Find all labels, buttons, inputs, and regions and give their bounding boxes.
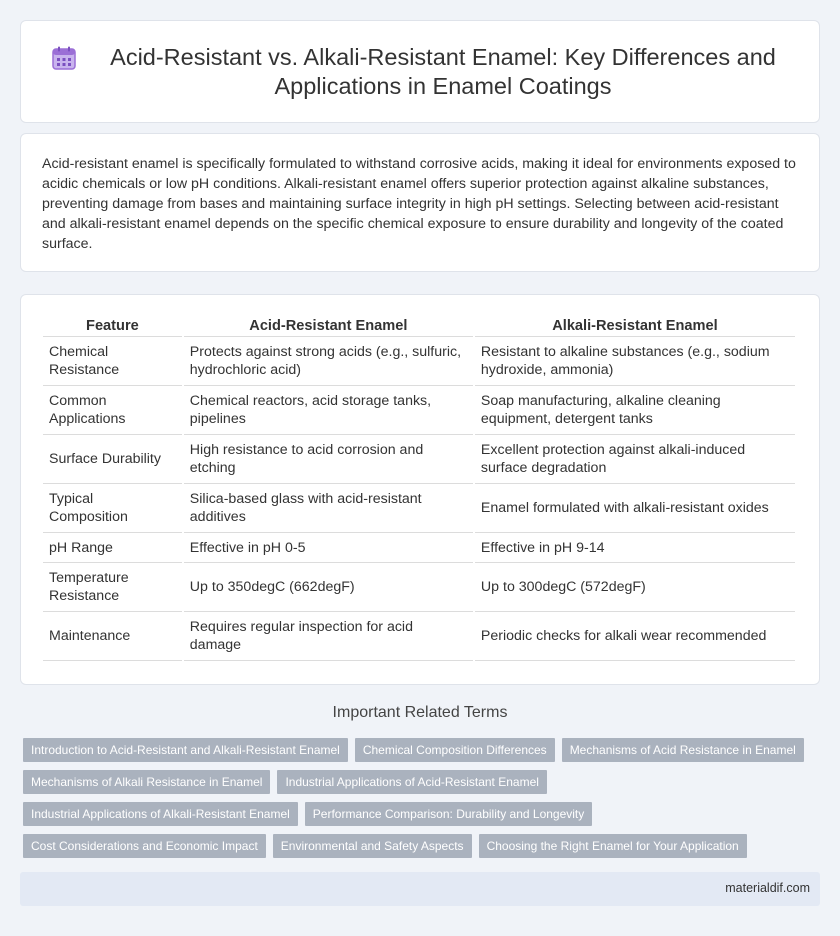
related-term-tag[interactable]: Cost Considerations and Economic Impact	[23, 834, 266, 858]
comparison-table-card	[20, 294, 820, 685]
related-term-tag[interactable]: Environmental and Safety Aspects	[273, 834, 472, 858]
related-term-tag[interactable]: Performance Comparison: Durability and Longevity	[305, 802, 592, 826]
row-alkali-value: Periodic checks for alkali wear recommended	[475, 612, 795, 661]
summary-card	[20, 133, 820, 272]
row-feature: Typical Composition	[43, 484, 182, 533]
row-feature: Chemical Resistance	[43, 337, 182, 386]
calendar-icon	[51, 45, 77, 71]
row-acid-value: High resistance to acid corrosion and etching	[184, 435, 473, 484]
row-acid-value: Silica-based glass with acid-resistant additives	[184, 484, 473, 533]
header-acid: Acid-Resistant Enamel	[184, 315, 473, 337]
table-row	[43, 563, 795, 612]
table-row	[43, 435, 795, 484]
table-row	[43, 533, 795, 563]
row-acid-value: Up to 350degC (662degF)	[184, 563, 473, 612]
row-alkali-value: Resistant to alkaline substances (e.g., sodium hydroxide, ammonia)	[475, 337, 795, 386]
table-row	[43, 386, 795, 435]
table-row	[43, 612, 795, 661]
related-term-tag[interactable]: Choosing the Right Enamel for Your Application	[479, 834, 747, 858]
row-acid-value: Protects against strong acids (e.g., sulfuric, hydrochloric acid)	[184, 337, 473, 386]
footer-site-link[interactable]: materialdif.com	[725, 881, 810, 895]
row-alkali-value: Excellent protection against alkali-induced surface degradation	[475, 435, 795, 484]
related-term-tag[interactable]: Chemical Composition Differences	[355, 738, 555, 762]
related-term-tag[interactable]: Industrial Applications of Acid-Resistant Enamel	[277, 770, 546, 794]
table-row	[43, 484, 795, 533]
related-term-tag[interactable]: Introduction to Acid-Resistant and Alkali-Resistant Enamel	[23, 738, 348, 762]
row-acid-value: Effective in pH 0-5	[184, 533, 473, 563]
row-feature: pH Range	[43, 533, 182, 563]
row-alkali-value: Effective in pH 9-14	[475, 533, 795, 563]
row-acid-value: Chemical reactors, acid storage tanks, pipelines	[184, 386, 473, 435]
row-feature: Maintenance	[43, 612, 182, 661]
related-term-tag[interactable]: Mechanisms of Alkali Resistance in Enamel	[23, 770, 270, 794]
comparison-table	[41, 315, 797, 661]
related-terms-title: Important Related Terms	[332, 704, 508, 721]
summary-text: Acid-resistant enamel is specifically formulated to withstand corrosive acids, making it ideal for environments exposed to acidic chemicals or low pH conditions. Alkali-resistant enamel offers superior protection against alkaline substances, preventing damage from bases and maintaining surface integrity in high pH settings. Selecting between acid-resistant and alkali-resistant enamel depends on the specific chemical exposure to ensure durability and longevity of the coated surface.	[42, 156, 796, 252]
page-title: Acid-Resistant vs. Alkali-Resistant Enamel: Key Differences and Applications in Enamel Coatings	[110, 43, 776, 99]
related-terms-list	[23, 738, 823, 866]
header-card	[20, 20, 820, 123]
row-alkali-value: Soap manufacturing, alkaline cleaning equipment, detergent tanks	[475, 386, 795, 435]
row-feature: Temperature Resistance	[43, 563, 182, 612]
row-alkali-value: Enamel formulated with alkali-resistant oxides	[475, 484, 795, 533]
row-feature: Common Applications	[43, 386, 182, 435]
header-alkali: Alkali-Resistant Enamel	[475, 315, 795, 337]
row-alkali-value: Up to 300degC (572degF)	[475, 563, 795, 612]
related-term-tag[interactable]: Industrial Applications of Alkali-Resistant Enamel	[23, 802, 298, 826]
related-term-tag[interactable]: Mechanisms of Acid Resistance in Enamel	[562, 738, 804, 762]
table-row	[43, 337, 795, 386]
footer	[20, 872, 820, 906]
row-acid-value: Requires regular inspection for acid damage	[184, 612, 473, 661]
header-feature: Feature	[43, 315, 182, 337]
table-header-row	[43, 315, 795, 337]
row-feature: Surface Durability	[43, 435, 182, 484]
